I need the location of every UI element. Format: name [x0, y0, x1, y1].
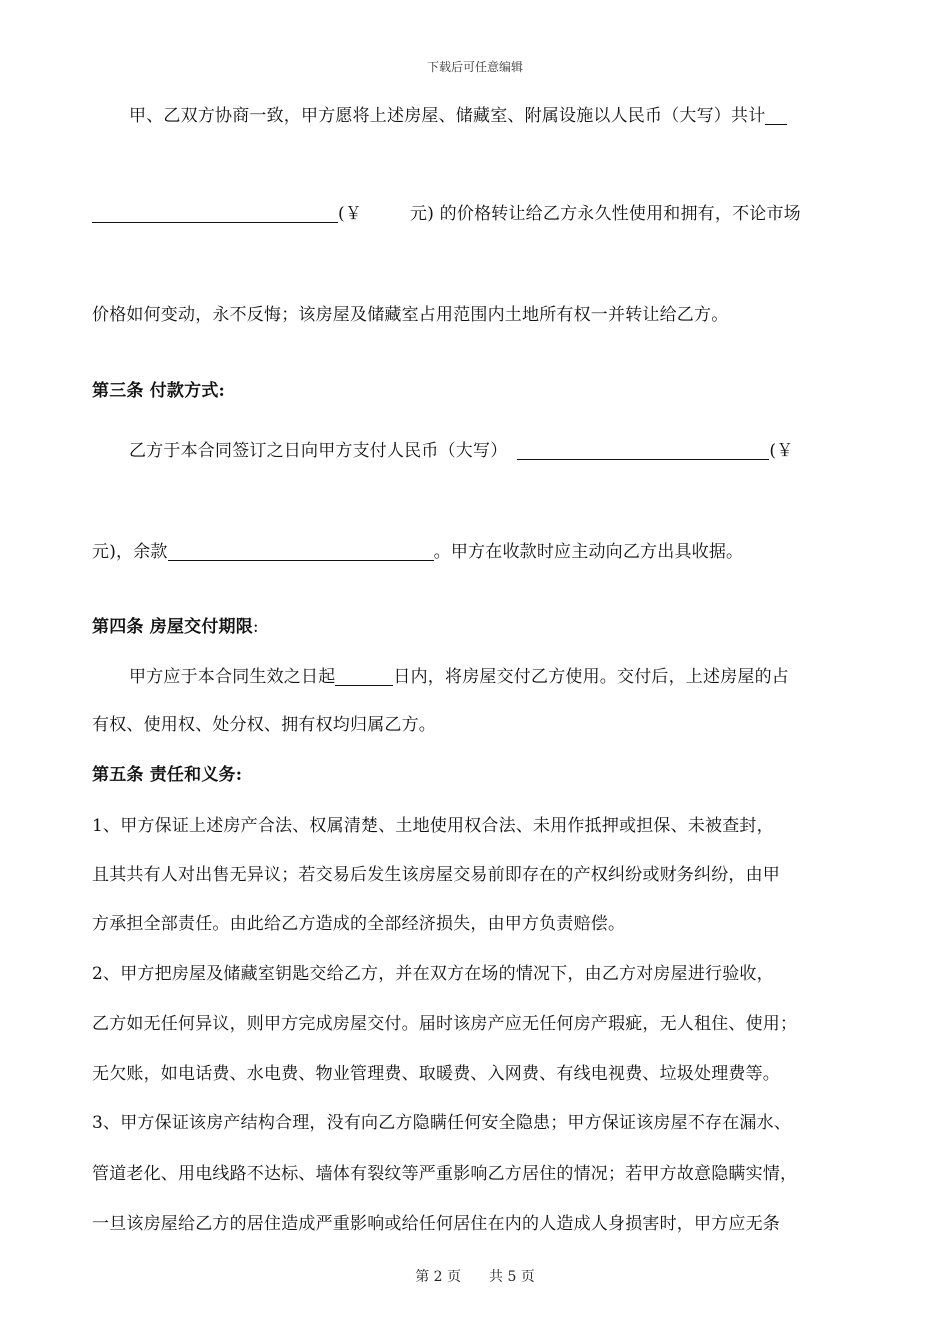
paragraph-line: 管道老化、用电线路不达标、墙体有裂纹等严重影响乙方居住的情况；若甲方故意隐瞒实情，	[92, 1164, 798, 1184]
fill-blank	[92, 204, 338, 223]
paragraph-line: 无欠账，如电话费、水电费、物业管理费、取暖费、入网费、有线电视费、垃圾处理费等。	[92, 1064, 780, 1084]
text-run: 日内，将房屋交付乙方使用。交付后，上述房屋的占	[393, 667, 790, 687]
article-heading	[92, 612, 259, 637]
paragraph-line: 3、甲方保证该房产结构合理，没有向乙方隐瞒任何安全隐患；甲方保证该房屋不存在漏水、	[92, 1113, 792, 1133]
paragraph-line: 方承担全部责任。由此给乙方造成的全部经济损失，由甲方负责赔偿。	[92, 914, 626, 934]
paragraph-line: 有权、使用权、处分权、拥有权均归属乙方。	[92, 715, 436, 735]
text-run: 乙方于本合同签订之日向甲方支付人民币（大写）	[129, 441, 508, 461]
paragraph-line: 1、甲方保证上述房产合法、权属清楚、土地使用权合法、未用作抵押或担保、未被查封，	[92, 816, 774, 836]
text-run: (￥	[769, 441, 794, 461]
article-heading: 第五条 责任和义务:	[92, 765, 243, 785]
paragraph-line	[129, 662, 789, 687]
text-run: 甲、乙双方协商一致，甲方愿将上述房屋、储藏室、附属设施以人民币（大写）共计	[129, 106, 766, 126]
text-run: 元)，余款	[92, 542, 168, 562]
page-header: 下载后可任意编辑	[426, 60, 523, 74]
fill-blank	[765, 106, 787, 125]
paragraph-line: 价格如何变动，永不反悔；该房屋及储藏室占用范围内土地所有权一并转让给乙方。	[92, 305, 729, 325]
text-run: 元) 的价格转让给乙方永久性使用和拥有，不论市场	[410, 204, 801, 224]
text-run: 。甲方在收款时应主动向乙方出具收据。	[433, 542, 744, 562]
paragraph-line	[129, 436, 793, 461]
paragraph-line	[92, 537, 743, 562]
fill-blank	[517, 441, 769, 460]
page-number: 第 2 页	[415, 1269, 461, 1285]
paragraph-line	[129, 101, 787, 126]
text-run: 第四条 房屋交付期限	[92, 617, 253, 637]
page-footer	[0, 1266, 950, 1286]
fill-blank	[168, 542, 434, 561]
paragraph-line: 且其共有人对出售无异议；若交易后发生该房屋交易前即存在的产权纠纷或财务纠纷，由甲	[92, 865, 780, 885]
fill-blank	[335, 667, 393, 686]
text-run: 甲方应于本合同生效之日起	[129, 667, 336, 687]
article-heading: 第三条 付款方式:	[92, 381, 225, 401]
text-run: :	[252, 617, 259, 637]
paragraph-line: 乙方如无任何异议，则甲方完成房屋交付。届时该房产应无任何房产瑕疵，无人租住、使用；	[92, 1014, 798, 1034]
page-total: 共 5 页	[489, 1269, 535, 1285]
paragraph-line	[92, 199, 801, 224]
text-run: (￥	[338, 204, 363, 224]
paragraph-line: 一旦该房屋给乙方的居住造成严重影响或给任何居住在内的人造成人身损害时，甲方应无条	[92, 1214, 780, 1234]
paragraph-line: 2、甲方把房屋及储藏室钥匙交给乙方，并在双方在场的情况下，由乙方对房屋进行验收，	[92, 964, 774, 984]
